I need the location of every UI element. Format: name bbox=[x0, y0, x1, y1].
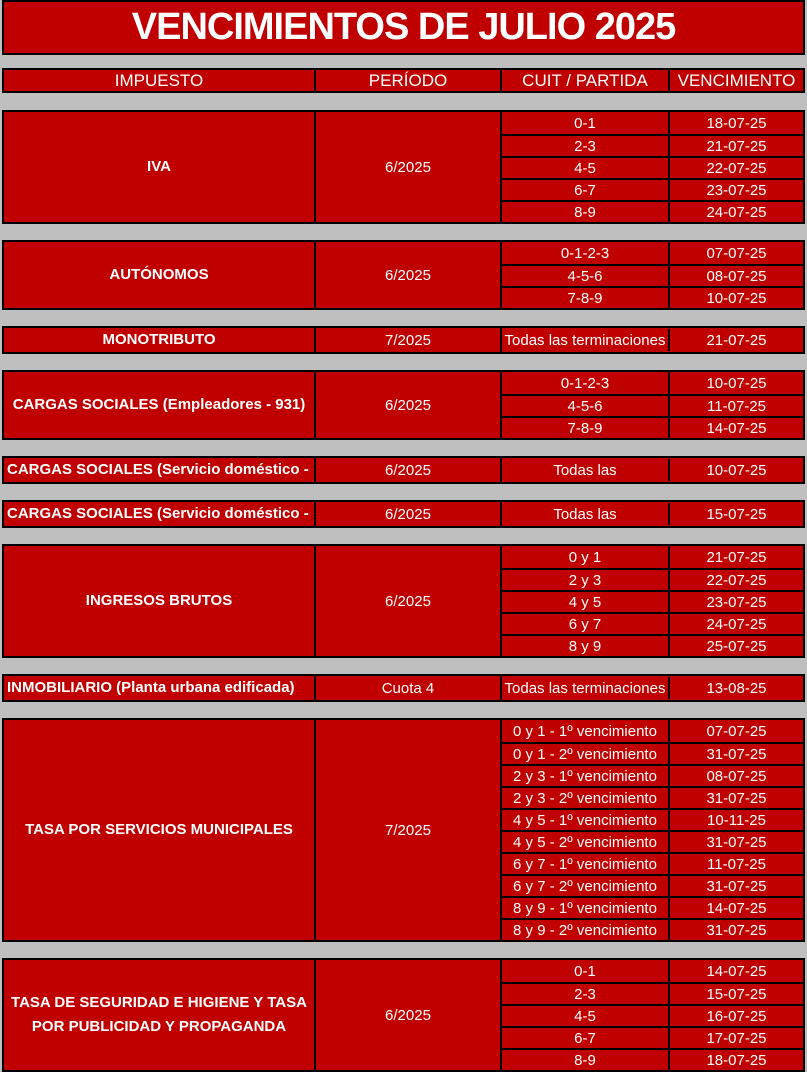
cuit-cell: 4-5 bbox=[574, 159, 596, 177]
cuit-cell: 7-8-9 bbox=[567, 419, 603, 437]
column-header-cuit-partida: CUIT / PARTIDA bbox=[500, 70, 668, 91]
periodo-cell bbox=[314, 112, 500, 222]
table-row bbox=[502, 546, 803, 568]
vencimiento-cell: 21-07-25 bbox=[668, 329, 803, 351]
periodo-cell bbox=[314, 676, 500, 700]
impuesto-cell bbox=[4, 328, 314, 352]
cuit-cell: 2 y 3 - 2º vencimiento bbox=[513, 789, 657, 807]
vencimiento-cell: 23-07-25 bbox=[668, 180, 803, 200]
vencimiento-cell: 18-07-25 bbox=[668, 1050, 803, 1070]
vencimiento-cell: 22-07-25 bbox=[668, 570, 803, 590]
cuit-cell: 6 y 7 bbox=[568, 615, 602, 633]
table-row bbox=[502, 720, 803, 742]
periodo-cell bbox=[314, 328, 500, 352]
cuit-cell: 8-9 bbox=[574, 203, 596, 221]
periodo-value: 6/2025 bbox=[385, 396, 431, 414]
subrows bbox=[500, 676, 803, 700]
cuit-cell: 4-5-6 bbox=[567, 267, 603, 285]
periodo-value: 6/2025 bbox=[385, 1006, 431, 1024]
periodo-cell bbox=[314, 502, 500, 526]
table-row bbox=[502, 329, 803, 351]
vencimiento-cell: 31-07-25 bbox=[668, 876, 803, 896]
vencimiento-cell: 24-07-25 bbox=[668, 614, 803, 634]
tax-section bbox=[2, 958, 805, 1072]
table-row bbox=[502, 503, 803, 525]
vencimiento-cell: 13-08-25 bbox=[668, 677, 803, 699]
impuesto-cell bbox=[4, 502, 314, 526]
table-row bbox=[502, 918, 803, 940]
vencimiento-cell: 22-07-25 bbox=[668, 158, 803, 178]
page-title-text: VENCIMIENTOS DE JULIO 2025 bbox=[131, 6, 676, 48]
vencimiento-cell: 10-11-25 bbox=[668, 810, 803, 830]
tax-section bbox=[2, 456, 805, 484]
cuit-cell: Todas las bbox=[553, 461, 617, 479]
cuit-cell: 2-3 bbox=[574, 137, 596, 155]
vencimiento-cell: 07-07-25 bbox=[668, 242, 803, 264]
cuit-cell: 8 y 9 - 2º vencimiento bbox=[513, 921, 657, 939]
page-title bbox=[2, 0, 805, 55]
vencimiento-cell: 15-07-25 bbox=[668, 503, 803, 525]
cuit-cell: 4 y 5 - 1º vencimiento bbox=[513, 811, 657, 829]
vencimiento-cell: 15-07-25 bbox=[668, 984, 803, 1004]
impuesto-cell bbox=[4, 372, 314, 438]
vencimiento-cell: 31-07-25 bbox=[668, 920, 803, 940]
table-row bbox=[502, 459, 803, 481]
cuit-cell: 8 y 9 bbox=[568, 637, 602, 655]
periodo-cell bbox=[314, 458, 500, 482]
impuesto-cell bbox=[4, 546, 314, 656]
cuit-cell: 6 y 7 - 2º vencimiento bbox=[513, 877, 657, 895]
vencimiento-cell: 10-07-25 bbox=[668, 288, 803, 308]
table-row bbox=[502, 286, 803, 308]
vencimiento-cell: 16-07-25 bbox=[668, 1006, 803, 1026]
tax-section bbox=[2, 240, 805, 310]
vencimiento-cell: 18-07-25 bbox=[668, 112, 803, 134]
cuit-cell: 4 y 5 bbox=[568, 593, 602, 611]
vencimiento-cell: 14-07-25 bbox=[668, 960, 803, 982]
impuesto-cell bbox=[4, 242, 314, 308]
periodo-cell bbox=[314, 720, 500, 940]
table-row bbox=[502, 372, 803, 394]
table-row bbox=[502, 264, 803, 286]
vencimiento-cell: 07-07-25 bbox=[668, 720, 803, 742]
periodo-value: Cuota 4 bbox=[381, 679, 435, 697]
impuesto-cell bbox=[4, 112, 314, 222]
table-row bbox=[502, 786, 803, 808]
subrows bbox=[500, 502, 803, 526]
cuit-cell: Todas las terminaciones bbox=[504, 679, 666, 697]
vencimiento-cell: 10-07-25 bbox=[668, 459, 803, 481]
vencimiento-cell: 11-07-25 bbox=[668, 396, 803, 416]
periodo-cell bbox=[314, 242, 500, 308]
cuit-cell: 0 y 1 - 1º vencimiento bbox=[513, 722, 657, 740]
cuit-cell: 6-7 bbox=[574, 1029, 596, 1047]
table-row bbox=[502, 852, 803, 874]
table-row bbox=[502, 808, 803, 830]
sections-container bbox=[2, 110, 805, 1072]
column-headers bbox=[2, 68, 805, 93]
table-row bbox=[502, 394, 803, 416]
table-row bbox=[502, 830, 803, 852]
impuesto-label: TASA DE SEGURIDAD E HIGIENE Y TASA POR PUBLICIDAD Y PROPAGANDA bbox=[11, 994, 307, 1035]
table-row bbox=[502, 134, 803, 156]
tax-section bbox=[2, 370, 805, 440]
cuit-cell: Todas las terminaciones bbox=[504, 331, 666, 349]
column-header-vencimiento: VENCIMIENTO bbox=[668, 70, 803, 91]
cuit-cell: 8-9 bbox=[574, 1051, 596, 1069]
table-row bbox=[502, 178, 803, 200]
subrows bbox=[500, 242, 803, 308]
periodo-cell bbox=[314, 960, 500, 1070]
impuesto-label: CARGAS SOCIALES (Servicio doméstico - bbox=[7, 461, 309, 478]
cuit-cell: 6 y 7 - 1º vencimiento bbox=[513, 855, 657, 873]
table-row bbox=[502, 1004, 803, 1026]
table-row bbox=[502, 200, 803, 222]
vencimiento-cell: 21-07-25 bbox=[668, 546, 803, 568]
table-row bbox=[502, 156, 803, 178]
cuit-cell: 0-1 bbox=[574, 114, 596, 132]
impuesto-cell bbox=[4, 676, 314, 700]
table-row bbox=[502, 742, 803, 764]
periodo-value: 6/2025 bbox=[385, 266, 431, 284]
vencimiento-cell: 17-07-25 bbox=[668, 1028, 803, 1048]
impuesto-cell bbox=[4, 720, 314, 940]
table-row bbox=[502, 242, 803, 264]
periodo-value: 7/2025 bbox=[385, 331, 431, 349]
impuesto-label: MONOTRIBUTO bbox=[102, 331, 216, 348]
tax-section bbox=[2, 500, 805, 528]
table-row bbox=[502, 634, 803, 656]
impuesto-cell bbox=[4, 458, 314, 482]
impuesto-label: CARGAS SOCIALES (Empleadores - 931) bbox=[12, 396, 306, 413]
cuit-cell: 2 y 3 bbox=[568, 571, 602, 589]
column-header-impuesto: IMPUESTO bbox=[114, 70, 204, 90]
cuit-cell: 4 y 5 - 2º vencimiento bbox=[513, 833, 657, 851]
vencimiento-cell: 31-07-25 bbox=[668, 832, 803, 852]
vencimiento-cell: 31-07-25 bbox=[668, 744, 803, 764]
column-header-periodo: PERÍODO bbox=[314, 70, 500, 91]
vencimiento-cell: 11-07-25 bbox=[668, 854, 803, 874]
subrows bbox=[500, 372, 803, 438]
cuit-cell: 7-8-9 bbox=[567, 289, 603, 307]
vencimiento-cell: 31-07-25 bbox=[668, 788, 803, 808]
impuesto-label: INMOBILIARIO (Planta urbana edificada) bbox=[7, 679, 295, 696]
cuit-cell: 0-1-2-3 bbox=[560, 244, 610, 262]
subrows bbox=[500, 112, 803, 222]
tax-section bbox=[2, 674, 805, 702]
table-row bbox=[502, 416, 803, 438]
vencimiento-cell: 24-07-25 bbox=[668, 202, 803, 222]
impuesto-label: AUTÓNOMOS bbox=[109, 266, 209, 283]
subrows bbox=[500, 328, 803, 352]
table-row bbox=[502, 874, 803, 896]
table-row bbox=[502, 677, 803, 699]
cuit-cell: Todas las bbox=[553, 505, 617, 523]
periodo-cell bbox=[314, 372, 500, 438]
table-row bbox=[502, 1026, 803, 1048]
cuit-cell: 0 y 1 - 2º vencimiento bbox=[513, 745, 657, 763]
vencimiento-cell: 08-07-25 bbox=[668, 266, 803, 286]
vencimiento-cell: 25-07-25 bbox=[668, 636, 803, 656]
subrows bbox=[500, 960, 803, 1070]
cuit-cell: 4-5 bbox=[574, 1007, 596, 1025]
periodo-value: 6/2025 bbox=[385, 158, 431, 176]
vencimiento-cell: 14-07-25 bbox=[668, 898, 803, 918]
cuit-cell: 0-1-2-3 bbox=[560, 374, 610, 392]
cuit-cell: 8 y 9 - 1º vencimiento bbox=[513, 899, 657, 917]
table-row bbox=[502, 112, 803, 134]
impuesto-label: CARGAS SOCIALES (Servicio doméstico - bbox=[7, 505, 309, 522]
tax-section bbox=[2, 718, 805, 942]
table-row bbox=[502, 590, 803, 612]
periodo-cell bbox=[314, 546, 500, 656]
tax-section bbox=[2, 544, 805, 658]
cuit-cell: 0 y 1 bbox=[568, 548, 602, 566]
table-row bbox=[502, 612, 803, 634]
vencimiento-cell: 08-07-25 bbox=[668, 766, 803, 786]
periodo-value: 7/2025 bbox=[385, 821, 431, 839]
cuit-cell: 4-5-6 bbox=[567, 397, 603, 415]
cuit-cell: 6-7 bbox=[574, 181, 596, 199]
table-row bbox=[502, 960, 803, 982]
tax-section bbox=[2, 326, 805, 354]
table-row bbox=[502, 1048, 803, 1070]
table-row bbox=[502, 764, 803, 786]
cuit-cell: 2 y 3 - 1º vencimiento bbox=[513, 767, 657, 785]
impuesto-label: IVA bbox=[147, 158, 171, 175]
table-row bbox=[502, 568, 803, 590]
vencimiento-cell: 10-07-25 bbox=[668, 372, 803, 394]
periodo-value: 6/2025 bbox=[385, 461, 431, 479]
cuit-cell: 2-3 bbox=[574, 985, 596, 1003]
tax-section bbox=[2, 110, 805, 224]
subrows bbox=[500, 720, 803, 940]
table-row bbox=[502, 982, 803, 1004]
vencimiento-cell: 14-07-25 bbox=[668, 418, 803, 438]
impuesto-label: INGRESOS BRUTOS bbox=[85, 592, 233, 609]
cuit-cell: 0-1 bbox=[574, 962, 596, 980]
vencimiento-cell: 23-07-25 bbox=[668, 592, 803, 612]
impuesto-label: TASA POR SERVICIOS MUNICIPALES bbox=[25, 821, 293, 838]
impuesto-cell bbox=[4, 960, 314, 1070]
periodo-value: 6/2025 bbox=[385, 505, 431, 523]
table-row bbox=[502, 896, 803, 918]
vencimiento-cell: 21-07-25 bbox=[668, 136, 803, 156]
subrows bbox=[500, 458, 803, 482]
periodo-value: 6/2025 bbox=[385, 592, 431, 610]
subrows bbox=[500, 546, 803, 656]
